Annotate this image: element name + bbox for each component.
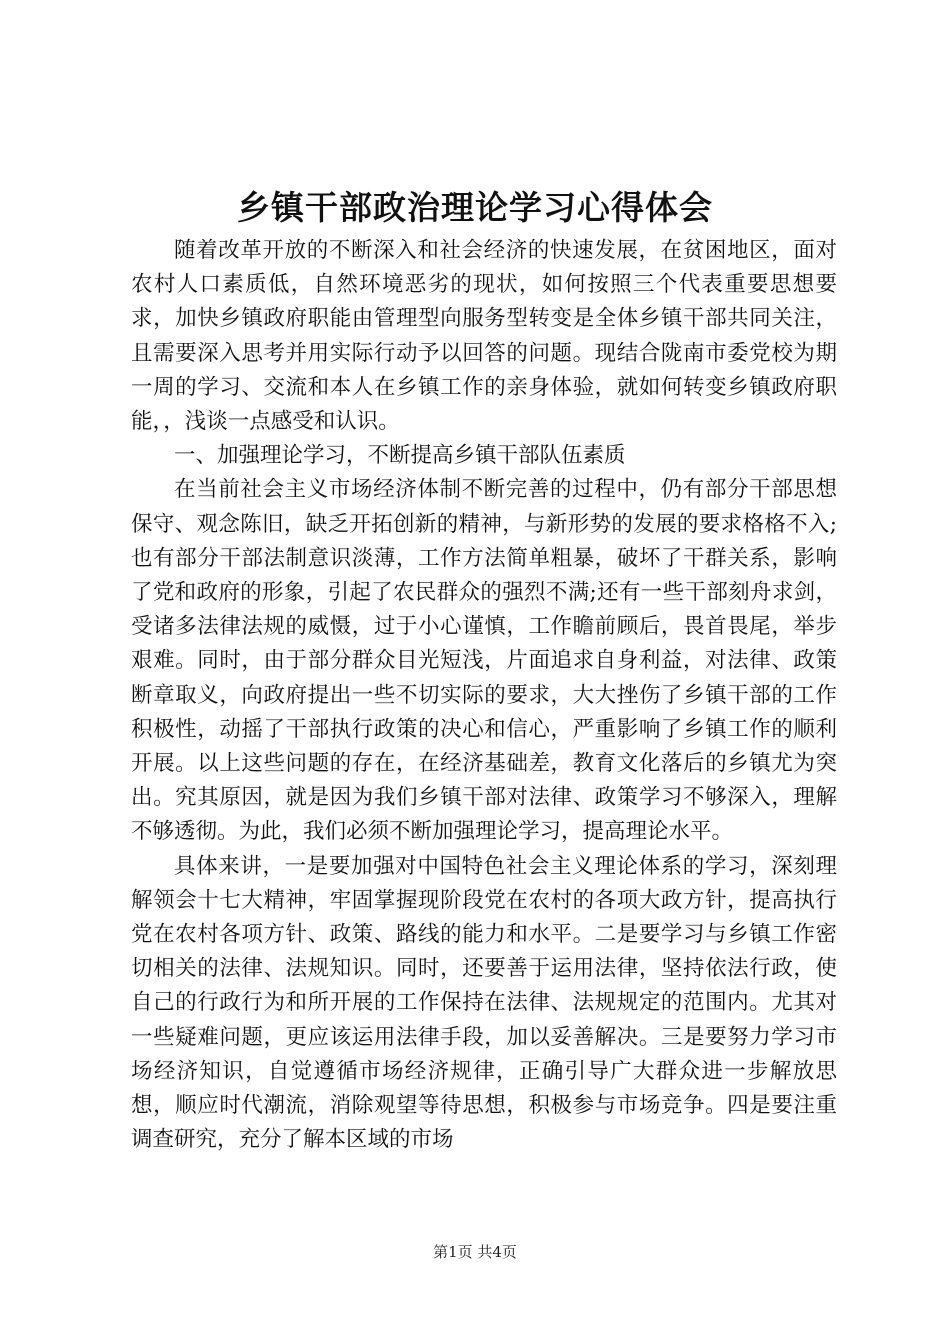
paragraph-problems: 在当前社会主义市场经济体制不断完善的过程中，仍有部分干部思想保守、观念陈旧，缺乏开拓创新的精神，与新形势的发展的要求格格不入;也有部分干部法制意识淡薄，工作方法简单粗暴，破坏了干群关系，影响了党和政府的形象，引起了农民群众的强烈不满;还有一些干部刻舟求剑，受诸多法律法规的威慑，过于小心谨慎，工作瞻前顾后，畏首畏尾，举步艰难。同时，由于部分群众目光短浅，片面追求自身利益，对法律、政策断章取义，向政府提出一些不切实际的要求，大大挫伤了乡镇干部的工作积极性，动摇了干部执行政策的决心和信心，严重影响了乡镇工作的顺利开展。以上这些问题的存在，在经济基础差，教育文化落后的乡镇尤为突出。究其原因，就是因为我们乡镇干部对法律、政策学习不够深入，理解不够透彻。为此，我们必须不断加强理论学习，提高理论水平。: [131, 477, 837, 845]
paragraph-measures: 具体来讲，一是要加强对中国特色社会主义理论体系的学习，深刻理解领会十七大精神，牢固掌握现阶段党在农村的各项大政方针，提高执行党在农村各项方针、政策、路线的能力和水平。二是要学习与乡镇工作密切相关的法律、法规知识。同时，还要善于运用法律，坚持依法行政，使自己的行政行为和所开展的工作保持在法律、法规规定的范围内。尤其对一些疑难问题，更应该运用法律手段，加以妥善解决。三是要努力学习市场经济知识，自觉遵循市场经济规律，正确引导广大群众进一步解放思想，顺应时代潮流，消除观望等待思想，积极参与市场竞争。四是要注重调查研究，充分了解本区域的市场: [131, 853, 837, 1153]
page-number-footer: 第1页 共4页: [433, 1243, 517, 1261]
section-heading: 一、加强理论学习，不断提高乡镇干部队伍素质: [174, 443, 626, 469]
document-body: [131, 234, 837, 1157]
document-title: 乡镇干部政治理论学习心得体会: [237, 188, 713, 227]
paragraph-intro: 随着改革开放的不断深入和社会经济的快速发展，在贫困地区，面对农村人口素质低，自然环境恶劣的现状，如何按照三个代表重要思想要求，加快乡镇政府职能由管理型向服务型转变是全体乡镇干部共同关注，且需要深入思考并用实际行动予以回答的问题。现结合陇南市委党校为期一周的学习、交流和本人在乡镇工作的亲身体验，就如何转变乡镇政府职能，，浅谈一点感受和认识。: [131, 238, 837, 435]
